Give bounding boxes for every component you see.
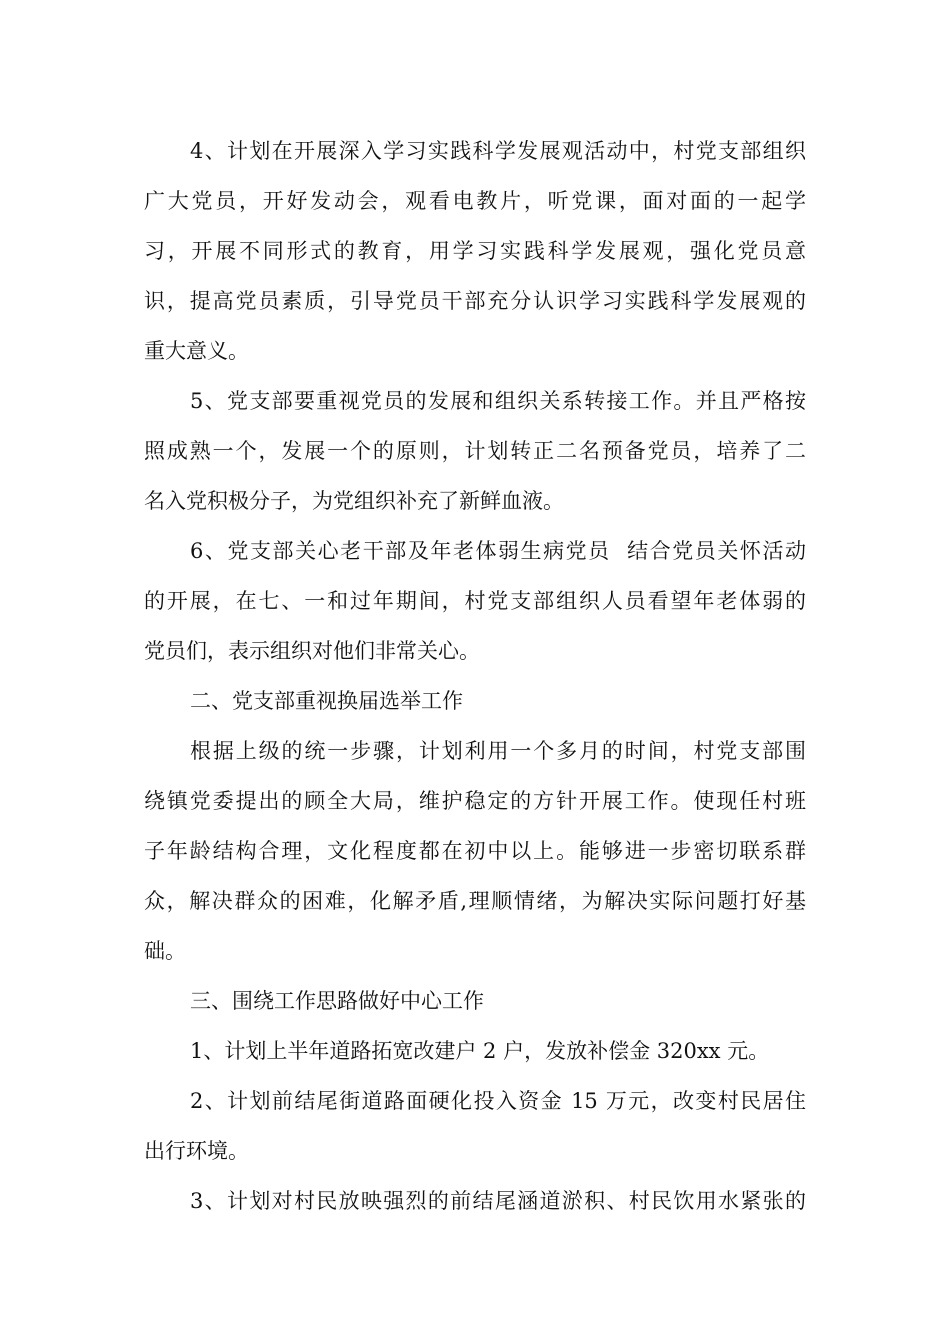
paragraph-6-line-2: 的开展，在七、一和过年期间，村党支部组织人员看望年老体弱的 (144, 589, 806, 613)
section-heading-2: 二、党支部重视换届选举工作 (190, 689, 463, 713)
paragraph-4-line-3: 习，开展不同形式的教育，用学习实践科学发展观，强化党员意 (144, 239, 806, 263)
paragraph-4-line-1: 4、计划在开展深入学习实践科学发展观活动中，村党支部组织 (190, 139, 806, 163)
election-paragraph-line-5: 础。 (144, 939, 186, 963)
paragraph-4-line-2: 广大党员，开好发动会，观看电教片，听党课，面对面的一起学 (144, 189, 806, 213)
election-paragraph-line-2: 绕镇党委提出的顾全大局，维护稳定的方针开展工作。使现任村班 (144, 789, 806, 813)
work-item-3-line-1: 3、计划对村民放映强烈的前结尾涵道淤积、村民饮用水紧张的 (190, 1189, 806, 1213)
paragraph-5-line-2: 照成熟一个，发展一个的原则，计划转正二名预备党员，培养了二 (144, 439, 806, 463)
election-paragraph-line-3: 子年龄结构合理，文化程度都在初中以上。能够进一步密切联系群 (144, 839, 806, 863)
section-heading-3: 三、围绕工作思路做好中心工作 (190, 989, 484, 1013)
paragraph-4-line-4: 识，提高党员素质，引导党员干部充分认识学习实践科学发展观的 (144, 289, 806, 313)
election-paragraph-line-1: 根据上级的统一步骤，计划利用一个多月的时间，村党支部围 (190, 739, 806, 763)
paragraph-4-line-5: 重大意义。 (144, 339, 249, 363)
paragraph-6-line-1: 6、党支部关心老干部及年老体弱生病党员 结合党员关怀活动 (190, 539, 806, 563)
work-item-1: 1、计划上半年道路拓宽改建户 2 户，发放补偿金 320xx 元。 (190, 1039, 770, 1063)
paragraph-5-line-1: 5、党支部要重视党员的发展和组织关系转接工作。并且严格按 (190, 389, 806, 413)
work-item-2-line-2: 出行环境。 (144, 1139, 249, 1163)
paragraph-6-line-3: 党员们，表示组织对他们非常关心。 (144, 639, 480, 663)
work-item-2-line-1: 2、计划前结尾街道路面硬化投入资金 15 万元，改变村民居住 (190, 1089, 806, 1113)
paragraph-5-line-3: 名入党积极分子，为党组织补充了新鲜血液。 (144, 489, 564, 513)
election-paragraph-line-4: 众，解决群众的困难，化解矛盾,理顺情绪，为解决实际问题打好基 (144, 889, 806, 913)
